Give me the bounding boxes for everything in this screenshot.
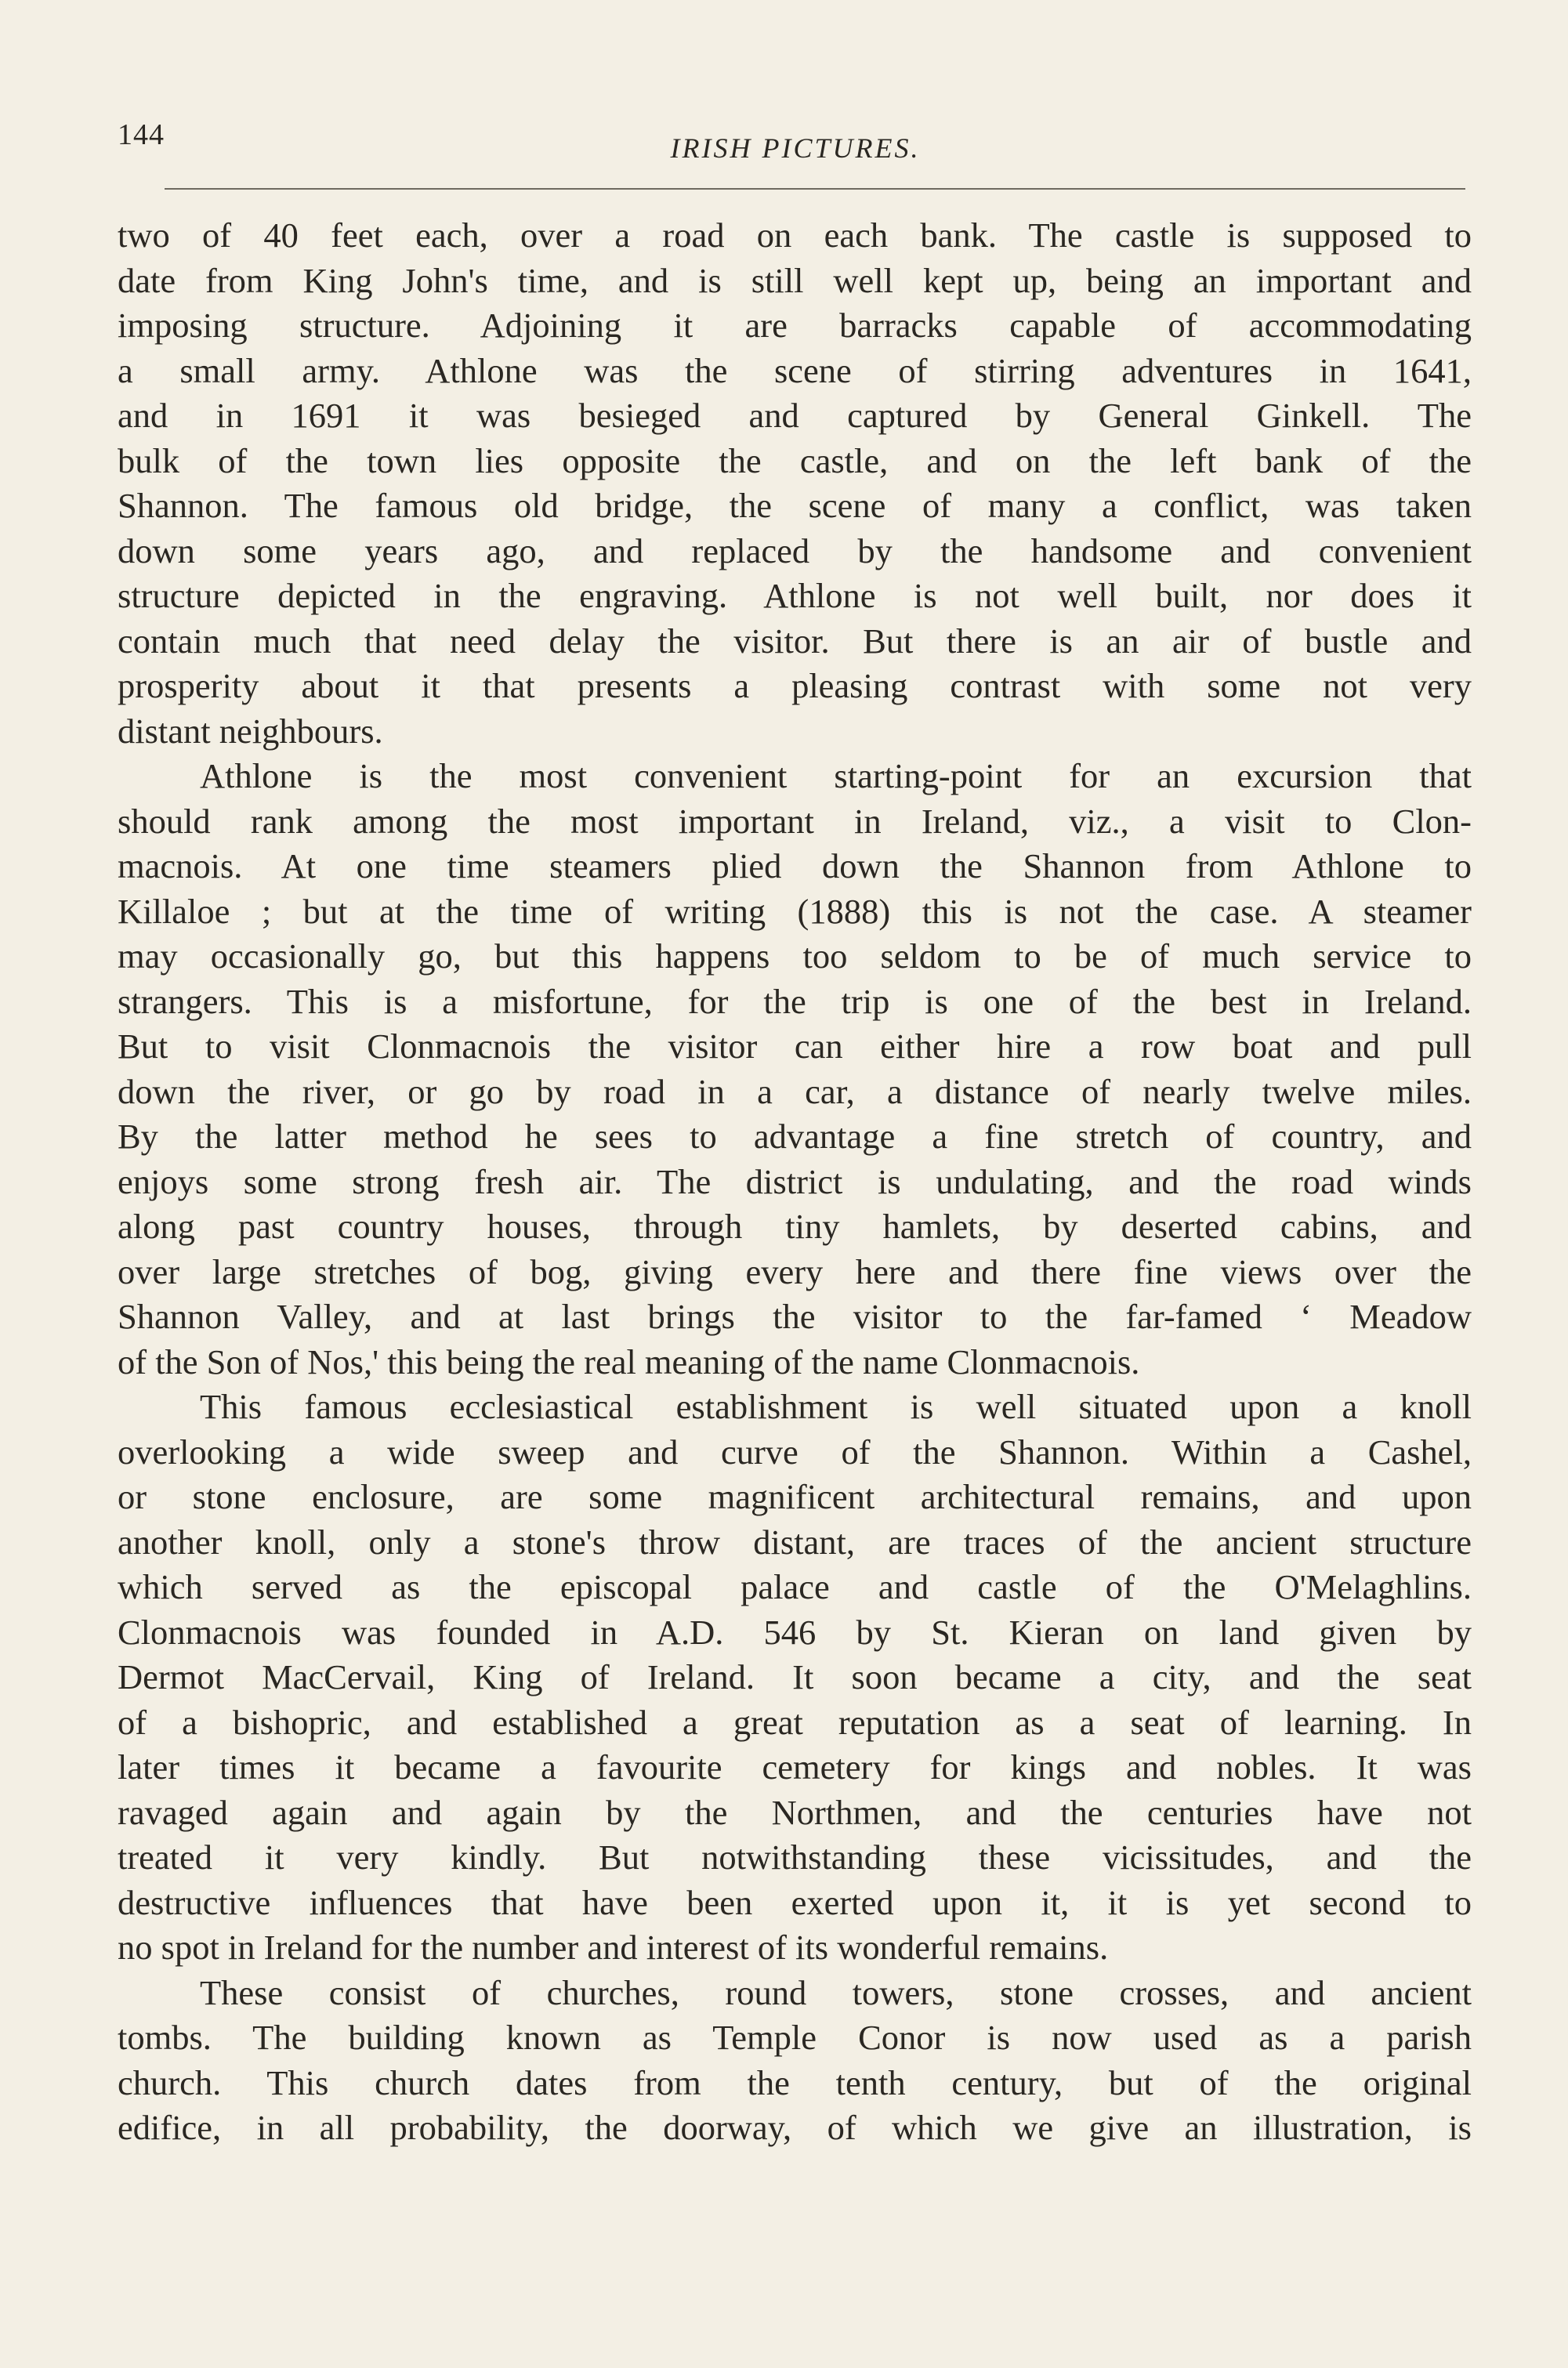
- text-line: over large stretches of bog, giving every here and there fine views over the: [118, 1251, 1472, 1291]
- text-line: no spot in Ireland for the number and interest of its wonderful remains.: [118, 1928, 1109, 1967]
- running-title: IRISH PICTURES.: [670, 132, 921, 164]
- text-line: may occasionally go, but this happens too seldom to be of much service to: [118, 936, 1472, 976]
- text-line: Athlone is the most convenient starting-point for an excursion that: [200, 756, 1472, 795]
- text-line: imposing structure. Adjoining it are barracks capable of accommodating: [118, 306, 1472, 345]
- text-line: down some years ago, and replaced by the handsome and convenient: [118, 530, 1472, 570]
- text-line: structure depicted in the engraving. Athlone is not well built, nor does it: [118, 576, 1472, 615]
- text-line: overlooking a wide sweep and curve of the Shannon. Within a Cashel,: [118, 1432, 1472, 1472]
- text-line: Shannon Valley, and at last brings the visitor to the far-famed ‘ Meadow: [118, 1297, 1472, 1336]
- text-line: along past country houses, through tiny hamlets, by deserted cabins, and: [118, 1207, 1472, 1246]
- text-line: Dermot MacCervail, King of Ireland. It soon became a city, and the seat: [118, 1657, 1472, 1696]
- text-line: which served as the episcopal palace and castle of the O'Melaghlins.: [118, 1567, 1472, 1606]
- text-line: Shannon. The famous old bridge, the scene of many a conflict, was taken: [118, 486, 1472, 525]
- text-line: of the Son of Nos,' this being the real meaning of the name Clonmacnois.: [118, 1342, 1140, 1381]
- text-line: or stone enclosure, are some magnificent architectural remains, and upon: [118, 1477, 1472, 1516]
- text-line: down the river, or go by road in a car, a distance of nearly twelve miles.: [118, 1071, 1472, 1111]
- text-line: tombs. The building known as Temple Conor is now used as a parish: [118, 2018, 1472, 2057]
- text-line: later times it became a favourite cemetery for kings and nobles. It was: [118, 1747, 1472, 1787]
- text-line: of a bishopric, and established a great reputation as a seat of learning. In: [118, 1702, 1472, 1742]
- text-line: distant neighbours.: [118, 711, 383, 751]
- text-line: strangers. This is a misfortune, for the trip is one of the best in Ireland.: [118, 981, 1472, 1021]
- page-header: [118, 118, 1473, 180]
- text-line: macnois. At one time steamers plied down the Shannon from Athlone to: [118, 846, 1472, 885]
- body-text: [118, 213, 1472, 2151]
- text-line: This famous ecclesiastical establishment is well situated upon a knoll: [200, 1387, 1472, 1426]
- text-line: another knoll, only a stone's throw distant, are traces of the ancient structure: [118, 1522, 1472, 1562]
- header-rule: [165, 188, 1465, 190]
- text-line: These consist of churches, round towers, stone crosses, and ancient: [200, 1972, 1472, 2012]
- text-line: date from King John's time, and is still well kept up, being an important and: [118, 260, 1472, 300]
- text-line: destructive influences that have been exerted upon it, it is yet second to: [118, 1882, 1472, 1922]
- text-line: edifice, in all probability, the doorway, of which we give an illustration, is: [118, 2108, 1472, 2147]
- text-line: But to visit Clonmacnois the visitor can either hire a row boat and pull: [118, 1026, 1472, 1066]
- text-line: bulk of the town lies opposite the castle, and on the left bank of the: [118, 440, 1472, 480]
- text-line: a small army. Athlone was the scene of stirring adventures in 1641,: [118, 350, 1472, 390]
- text-line: By the latter method he sees to advantage a fine stretch of country, and: [118, 1117, 1472, 1156]
- text-line: and in 1691 it was besieged and captured by General Ginkell. The: [118, 396, 1472, 435]
- text-line: enjoys some strong fresh air. The district is undulating, and the road winds: [118, 1161, 1472, 1201]
- page-number: 144: [118, 118, 165, 151]
- text-line: Killaloe ; but at the time of writing (1888) this is not the case. A steamer: [118, 891, 1472, 931]
- text-line: treated it very kindly. But notwithstanding these vicissitudes, and the: [118, 1838, 1472, 1877]
- text-line: church. This church dates from the tenth century, but of the original: [118, 2062, 1472, 2102]
- text-line: prosperity about it that presents a pleasing contrast with some not very: [118, 666, 1472, 705]
- text-line: contain much that need delay the visitor. But there is an air of bustle and: [118, 621, 1472, 661]
- text-line: ravaged again and again by the Northmen, and the centuries have not: [118, 1792, 1472, 1832]
- text-line: should rank among the most important in Ireland, viz., a visit to Clon-: [118, 801, 1472, 841]
- text-line: two of 40 feet each, over a road on each bank. The castle is supposed to: [118, 215, 1472, 255]
- text-line: Clonmacnois was founded in A.D. 546 by St. Kieran on land given by: [118, 1612, 1472, 1652]
